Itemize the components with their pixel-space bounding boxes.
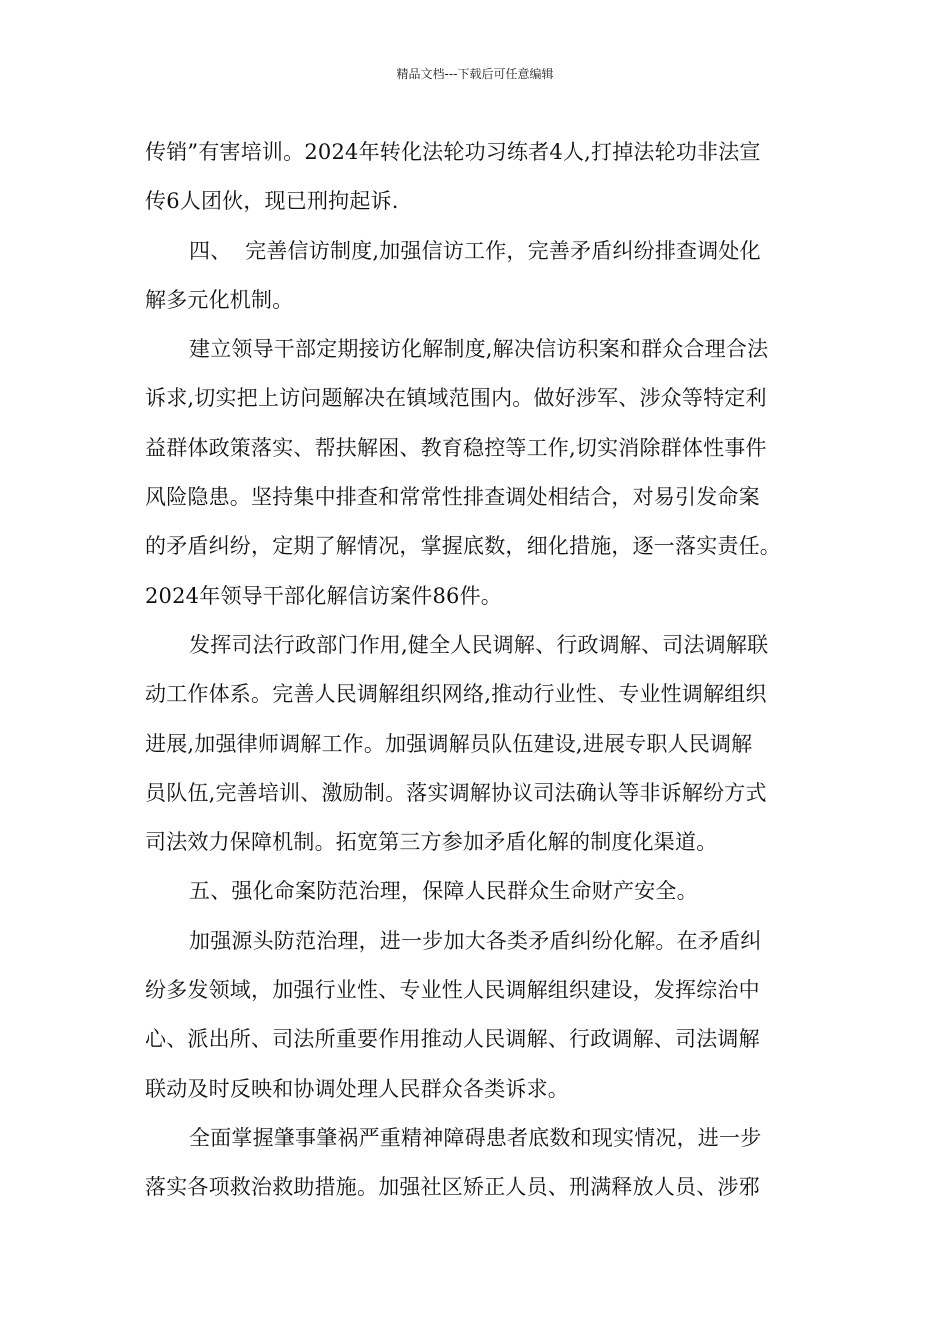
text-line: 落实各项救治救助措施。加强社区矫正人员、刑满释放人员、涉邪 [145,1175,760,1200]
text-line: 2024年领导干部化解信访案件86件。 [145,583,502,608]
text-line: 进展,加强律师调解工作。加强调解员队伍建设,进展专职人民调解 [145,731,753,756]
text-line: 五、强化命案防范治理，保障人民群众生命财产安全。 [189,879,698,904]
text-line: 动工作体系。完善人民调解组织网络,推动行业性、专业性调解组织 [145,682,767,707]
text-line: 联动及时反映和协调处理人民群众各类诉求。 [145,1076,569,1101]
text-line: 风险隐患。坚持集中排查和常常性排查调处相结合，对易引发命案 [145,485,760,510]
text-line: 传6人团伙，现已刑拘起诉. [145,189,399,214]
text-line: 的矛盾纠纷，定期了解情况，掌握底数，细化措施，逐一落实责任。 [145,534,781,559]
text-line: 全面掌握肇事肇祸严重精神障碍患者底数和现实情况，进一步 [189,1125,762,1150]
section-heading-5 [145,867,805,916]
paragraph-4 [145,621,805,867]
text-line: 益群体政策落实、帮扶解困、教育稳控等工作,切实消除群体性事件 [145,435,767,460]
text-line: 解多元化机制。 [145,287,294,312]
text-line: 发挥司法行政部门作用,健全人民调解、行政调解、司法调解联 [189,632,769,657]
document-body [145,128,805,1213]
text-line: 司法效力保障机制。拓宽第三方参加矛盾化解的制度化渠道。 [145,830,718,855]
text-line: 四、 完善信访制度,加强信访工作，完善矛盾纠纷排查调处化 [189,238,761,263]
text-line: 纷多发领域，加强行业性、专业性人民调解组织建设，发挥综治中 [145,978,760,1003]
text-line: 员队伍,完善培训、激励制。落实调解协议司法确认等非诉解纷方式 [145,780,767,805]
paragraph-6 [145,917,805,1114]
section-heading-4 [145,227,805,326]
text-line: 诉求,切实把上访问题解决在镇域范围内。做好涉军、涉众等特定利 [145,386,767,411]
paragraph-1 [145,128,805,227]
paragraph-3 [145,325,805,621]
page-header: 精品文档---下载后可任意编辑 [396,67,554,81]
text-line: 传销”有害培训。2024年转化法轮功习练者4人,打掉法轮功非法宣 [145,140,761,164]
text-line: 心、派出所、司法所重要作用推动人民调解、行政调解、司法调解 [145,1027,760,1052]
text-line: 建立领导干部定期接访化解制度,解决信访积案和群众合理合法 [189,337,769,362]
text-line: 加强源头防范治理，进一步加大各类矛盾纠纷化解。在矛盾纠 [189,928,762,953]
paragraph-7 [145,1114,805,1213]
